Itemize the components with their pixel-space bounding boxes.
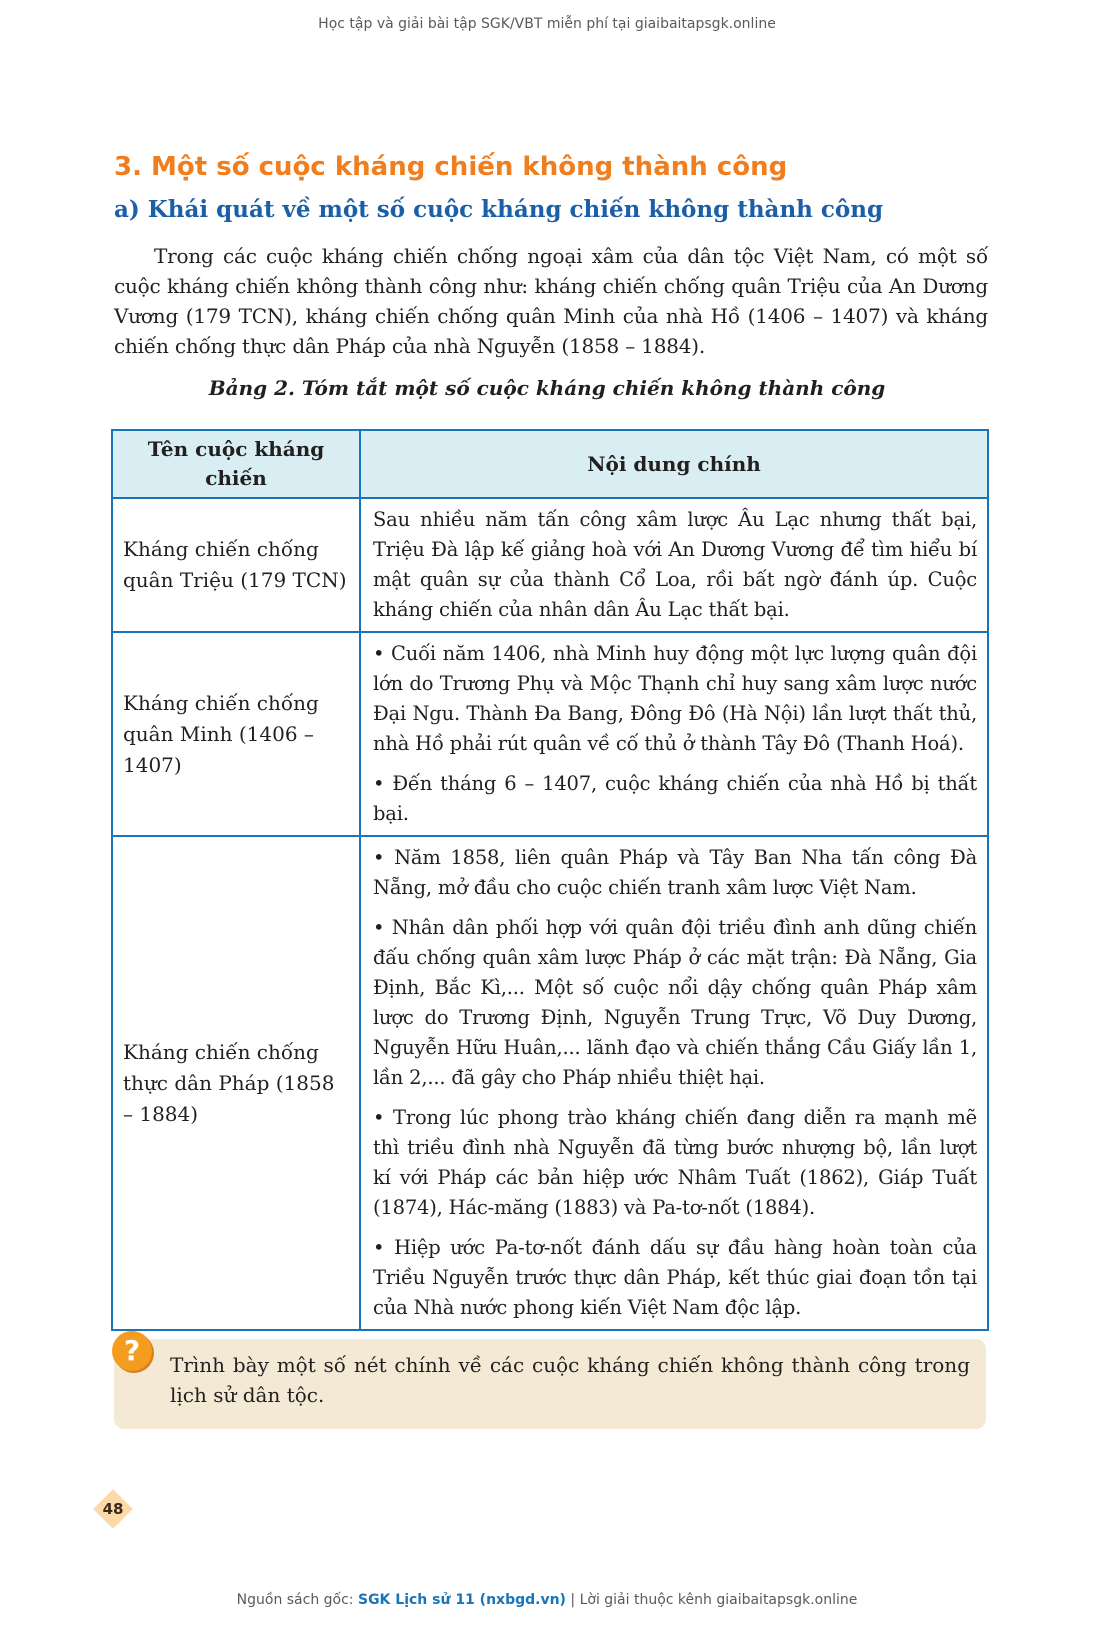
- row-content-phap: [360, 836, 988, 1330]
- subsection-title: a) Khái quát về một số cuộc kháng chiến không thành công: [114, 196, 884, 223]
- table-row: [112, 836, 988, 1330]
- question-text: Trình bày một số nét chính về các cuộc kháng chiến không thành công trong lịch sử dân tộc.: [170, 1353, 970, 1407]
- table-caption: Bảng 2. Tóm tắt một số cuộc kháng chiến không thành công: [208, 376, 886, 400]
- table-row: [112, 498, 988, 632]
- content-bullet: • Đến tháng 6 – 1407, cuộc kháng chiến của nhà Hồ bị thất bại.: [373, 772, 977, 825]
- row-name-phap: Kháng chiến chống thực dân Pháp (1858 – 1884): [112, 836, 360, 1330]
- content-bullet: • Năm 1858, liên quân Pháp và Tây Ban Nha tấn công Đà Nẵng, mở đầu cho cuộc chiến tranh xâm lược Việt Nam.: [373, 846, 977, 899]
- page-number: 48: [102, 1500, 124, 1518]
- row-content-trieu: [360, 498, 988, 632]
- content-bullet: • Nhân dân phối hợp với quân đội triều đình anh dũng chiến đấu chống quân xâm lược Pháp ở các mặt trận: Đà Nẵng, Gia Định, Bắc Kì,... Một số cuộc nổi dậy chống quân Pháp xâm lược do Trương Định, Nguyễn Trung Trực, Võ Duy Dương, Nguyễn Hữu Huân,... lãnh đạo và chiến thắng Cầu Giấy lần 1, lần 2,... đã gây cho Pháp nhiều thiệt hại.: [373, 916, 977, 1089]
- top-banner: Học tập và giải bài tập SGK/VBT miễn phí tại giaibaitapsgk.online: [318, 16, 776, 32]
- footer: [0, 1592, 1094, 1608]
- intro-paragraph: Trong các cuộc kháng chiến chống ngoại xâm của dân tộc Việt Nam, có một số cuộc kháng chiến không thành công như: kháng chiến chống quân Triệu của An Dương Vương (179 TCN), kháng chiến chống quân Minh của nhà Hồ (1406 – 1407) và kháng chiến chống thực dân Pháp của nhà Nguyễn (1858 – 1884).: [114, 244, 988, 358]
- footer-suffix: Lời giải thuộc kênh giaibaitapsgk.online: [579, 1592, 858, 1608]
- content-paragraph: Sau nhiều năm tấn công xâm lược Âu Lạc nhưng thất bại, Triệu Đà lập kế giảng hoà với An Dương Vương để tìm hiểu bí mật quân sự của thành Cổ Loa, rồi bất ngờ đánh úp. Cuộc kháng chiến của nhân dân Âu Lạc thất bại.: [373, 508, 977, 621]
- section-title: 3. Một số cuộc kháng chiến không thành công: [114, 152, 788, 182]
- header-main-content: Nội dung chính: [360, 430, 988, 498]
- content-bullet: • Hiệp ước Pa-tơ-nốt đánh dấu sự đầu hàng hoàn toàn của Triều Nguyễn trước thực dân Pháp, kết thúc giai đoạn tồn tại của Nhà nước phong kiến Việt Nam độc lập.: [373, 1236, 977, 1319]
- table-row: [112, 632, 988, 836]
- header-resistance-name: Tên cuộc kháng chiến: [112, 430, 360, 498]
- page-number-badge: [93, 1489, 133, 1529]
- content-bullet: • Trong lúc phong trào kháng chiến đang diễn ra mạnh mẽ thì triều đình nhà Nguyễn đã từng bước nhượng bộ, lần lượt kí với Pháp các bản hiệp ước Nhâm Tuất (1862), Giáp Tuất (1874), Hác-măng (1883) và Pa-tơ-nốt (1884).: [373, 1106, 977, 1219]
- table-header-row: [112, 430, 988, 498]
- row-name-trieu: Kháng chiến chống quân Triệu (179 TCN): [112, 498, 360, 632]
- question-icon: ?: [112, 1331, 152, 1371]
- summary-table: [111, 429, 989, 1331]
- footer-separator: |: [570, 1592, 576, 1608]
- footer-source-link[interactable]: SGK Lịch sử 11 (nxbgd.vn): [357, 1592, 566, 1608]
- footer-prefix: Nguồn sách gốc:: [236, 1592, 354, 1608]
- content-bullet: • Cuối năm 1406, nhà Minh huy động một lực lượng quân đội lớn do Trương Phụ và Mộc Thạnh chỉ huy sang xâm lược nước Đại Ngu. Thành Đa Bang, Đông Đô (Hà Nội) lần lượt thất thủ, nhà Hồ phải rút quân về cố thủ ở thành Tây Đô (Thanh Hoá).: [373, 642, 977, 755]
- row-content-minh: [360, 632, 988, 836]
- row-name-minh: Kháng chiến chống quân Minh (1406 – 1407): [112, 632, 360, 836]
